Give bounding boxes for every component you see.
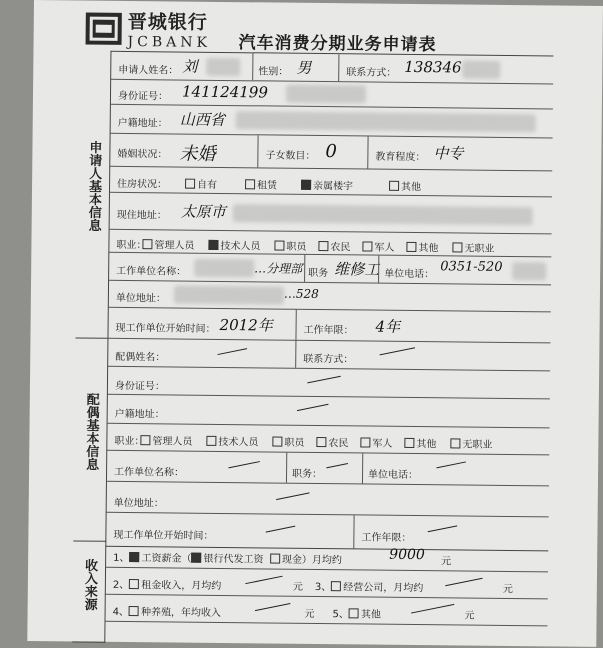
income-salary-line (113, 549, 342, 566)
blank-mark (380, 347, 415, 355)
checkbox-icon (206, 436, 216, 446)
housing-option-own[interactable] (185, 176, 217, 191)
bank-pay-label: 银行代发工资 (203, 553, 264, 566)
divider (252, 53, 253, 80)
row-hukou (110, 105, 553, 139)
blank-mark (255, 603, 290, 611)
business-label: 经营公司，月均约 (343, 582, 424, 595)
divider (304, 255, 305, 282)
blank-mark (245, 576, 282, 584)
housing-label: 住房状况： (117, 178, 168, 191)
spouse-work-addr-label: 单位地址： (113, 497, 164, 510)
spouse-job-option-staff[interactable] (272, 434, 304, 449)
checkbox-icon (245, 179, 255, 189)
id-value[interactable]: 141124199 (181, 82, 269, 102)
job-option-label: 职员 (284, 437, 305, 449)
bank-name-en: JCBANK (127, 33, 212, 51)
checkbox-icon (272, 437, 282, 447)
row-marital (109, 134, 552, 172)
other-label: 其他 (360, 609, 382, 621)
blank-mark (411, 604, 454, 614)
spouse-employer-label: 工作单位名称： (114, 466, 185, 479)
job-option-label: 技术人员 (220, 240, 261, 253)
row-spouse-work-addr (106, 482, 549, 518)
section-spouse (73, 337, 108, 541)
start-value[interactable]: 2012年 (219, 315, 273, 335)
checkbox-checked-icon[interactable] (191, 553, 201, 563)
checkbox-checked-icon (301, 180, 311, 190)
hukou-label: 户籍地址： (117, 117, 168, 130)
work-addr-value[interactable]: …528 (283, 286, 319, 301)
position-label: 职务 (308, 267, 329, 280)
checkbox-icon (185, 179, 195, 189)
salary-value[interactable]: 9000 (389, 546, 425, 564)
row-address (109, 193, 552, 235)
redaction (206, 58, 240, 76)
rent-label: 租金收入，月均约 (141, 580, 222, 592)
checkbox-icon (360, 437, 370, 447)
work-addr-label: 单位地址： (115, 292, 166, 305)
spouse-job-option-tech[interactable] (206, 433, 258, 449)
checkbox-icon (389, 181, 399, 191)
spouse-job-option-military[interactable] (360, 434, 392, 449)
years-label: 工作年限： (303, 324, 354, 337)
housing-option-rent[interactable] (245, 176, 277, 191)
line-number: 3、 (314, 581, 332, 594)
job-option-none[interactable] (452, 239, 494, 254)
name-label: 申请人姓名： (118, 64, 179, 77)
checkbox-icon (318, 241, 328, 251)
blank-mark (445, 578, 482, 586)
section-income-label (81, 559, 98, 616)
divider (286, 453, 287, 483)
spouse-start-label: 现工作单位开始时间： (113, 529, 214, 542)
checkbox-icon (406, 242, 416, 252)
id-label: 身份证号： (117, 90, 169, 103)
section-spouse-label (82, 393, 99, 476)
address-value[interactable]: 太原市 (180, 202, 226, 222)
redaction (194, 259, 254, 278)
divider (295, 310, 296, 340)
section-income-text: 收入来源 (81, 558, 98, 611)
bank-logo (85, 7, 211, 51)
spouse-years-label: 工作年限： (361, 532, 412, 544)
redaction (512, 262, 546, 280)
spouse-job-label: 职业： (114, 435, 145, 448)
job-option-label: 管理人员 (154, 240, 195, 252)
name-value[interactable]: 刘 (182, 57, 198, 76)
divider (257, 135, 258, 167)
line-number: 1、 (113, 552, 130, 565)
income-table (104, 541, 548, 627)
years-value[interactable]: 4年 (375, 317, 401, 336)
checkbox-icon (142, 239, 152, 249)
checkbox-icon[interactable] (331, 581, 341, 591)
bank-name-cn: 晋城银行 (127, 10, 208, 34)
housing-option-relative[interactable] (301, 177, 353, 193)
job-option-label: 农民 (328, 438, 349, 450)
salary-label: 工资薪金（ (141, 553, 192, 565)
job-option-label: 无职业 (464, 243, 495, 255)
checkbox-icon (316, 437, 326, 447)
phone-value[interactable]: 138346 (404, 57, 462, 77)
checkbox-icon[interactable] (129, 579, 139, 589)
row-income-farming (104, 595, 547, 627)
yuan-label: 元 (292, 581, 303, 593)
spouse-table (105, 338, 550, 552)
position-value[interactable]: 维修工 (334, 260, 380, 279)
income-farming-line (113, 603, 222, 619)
children-value[interactable]: 0 (325, 141, 337, 163)
blank-mark (266, 526, 296, 533)
form-title: 汽车消费分期业务申请表 (238, 33, 437, 56)
spouse-job-option-farmer[interactable] (316, 434, 348, 449)
job-option-label: 无职业 (462, 439, 493, 451)
job-option-label: 管理人员 (152, 436, 193, 448)
spouse-id-label: 身份证号： (114, 380, 166, 393)
section-income (72, 540, 106, 642)
checkbox-icon (404, 438, 414, 448)
checkbox-icon (140, 435, 150, 445)
work-phone-value[interactable]: 0351-520 (440, 259, 503, 275)
job-option-label: 其他 (416, 439, 437, 451)
spouse-position-label: 职务： (291, 468, 323, 481)
redaction (236, 111, 536, 132)
bank-logo-icon (86, 12, 122, 44)
checkbox-icon[interactable] (349, 608, 359, 618)
job-option-label: 技术人员 (218, 436, 259, 449)
edu-label: 教育程度： (375, 151, 426, 164)
children-label: 子女数目： (265, 150, 316, 162)
blank-mark (276, 492, 310, 500)
employer-value[interactable]: …分理部 (254, 261, 303, 276)
spouse-name-label: 配偶姓名： (115, 351, 166, 364)
checkbox-checked-icon (208, 240, 218, 250)
yuan-label: 元 (502, 583, 513, 596)
income-rent-line (113, 576, 222, 592)
blank-mark (228, 461, 260, 468)
redaction (174, 285, 284, 304)
job-option-label: 农民 (330, 242, 351, 254)
row-spouse-hukou (107, 395, 550, 429)
spouse-job-option-none[interactable] (450, 435, 492, 450)
job-option-other[interactable] (406, 239, 438, 254)
marital-label: 婚姻状况： (117, 148, 168, 161)
income-other-line (333, 605, 382, 621)
housing-option-label: 其他 (401, 181, 422, 194)
blank-mark (428, 525, 458, 532)
yuan-label: 元 (441, 556, 452, 568)
housing-option-label: 亲属楼宇 (313, 180, 354, 193)
line-number: 4、 (112, 606, 130, 619)
redaction (286, 85, 366, 104)
checkbox-icon (452, 242, 462, 252)
section-spouse-text: 配偶基本信息 (83, 392, 99, 471)
section-applicant (75, 50, 111, 338)
job-label: 职业： (116, 239, 147, 252)
start-label: 现工作单位开始时间： (115, 322, 216, 335)
housing-option-label: 自有 (197, 179, 218, 191)
job-option-farmer[interactable] (318, 238, 350, 253)
section-applicant-text: 申请人基本信息 (85, 140, 102, 232)
spouse-work-phone-label: 单位电话： (367, 469, 419, 482)
divider (378, 256, 379, 283)
checkbox-checked-icon[interactable] (129, 552, 139, 562)
blank-mark (436, 461, 466, 468)
job-option-tech[interactable] (208, 237, 260, 253)
spouse-phone-label: 联系方式： (303, 353, 354, 366)
job-option-staff[interactable] (274, 238, 306, 253)
cash-label: 现金）月均约 (281, 554, 342, 567)
edu-value[interactable]: 中专 (433, 144, 464, 163)
phone-label: 联系方式： (346, 67, 397, 79)
housing-option-label: 租赁 (257, 180, 278, 192)
checkbox-icon[interactable] (270, 554, 280, 564)
applicant-table (107, 51, 553, 344)
row-spouse-name (107, 338, 550, 372)
gender-label: 性别： (258, 66, 289, 78)
employer-label: 工作单位名称： (116, 265, 187, 278)
checkbox-icon (362, 241, 372, 251)
redaction (462, 60, 500, 78)
checkbox-icon[interactable] (129, 606, 139, 616)
row-name (110, 51, 553, 85)
blank-mark (297, 404, 329, 411)
section-applicant-label (85, 141, 102, 237)
divider (362, 453, 363, 483)
job-option-label: 军人 (374, 242, 395, 254)
application-form-page (27, 0, 603, 647)
job-option-label: 职员 (286, 241, 307, 253)
divider (367, 137, 368, 169)
checkbox-icon (274, 241, 284, 251)
line-number: 5、 (332, 609, 350, 621)
blank-mark (326, 463, 348, 468)
job-option-military[interactable] (362, 238, 394, 253)
job-option-label: 其他 (418, 243, 439, 255)
blank-mark (218, 348, 248, 355)
spouse-job-option-manager[interactable] (140, 432, 192, 448)
housing-option-other[interactable] (389, 178, 421, 193)
row-spouse-employer (106, 451, 549, 487)
spouse-job-option-other[interactable] (404, 435, 436, 450)
job-option-manager[interactable] (142, 236, 194, 252)
yuan-label: 元 (464, 610, 475, 622)
farming-label: 种养殖，年均收入 (140, 607, 222, 619)
address-label: 现住地址： (116, 209, 167, 222)
gender-value[interactable]: 男 (296, 58, 312, 77)
divider (295, 340, 296, 368)
yuan-label: 元 (304, 608, 315, 620)
work-phone-label: 单位电话： (384, 268, 435, 281)
income-business-line (315, 578, 424, 594)
redaction (233, 204, 533, 225)
spouse-hukou-label: 户籍地址： (114, 408, 165, 421)
divider (338, 54, 339, 81)
hukou-value[interactable]: 山西省 (179, 110, 225, 130)
job-option-label: 军人 (372, 438, 393, 450)
marital-value[interactable]: 未婚 (179, 143, 216, 165)
checkbox-icon (450, 438, 460, 448)
line-number: 2、 (112, 579, 130, 592)
blank-mark (307, 376, 341, 384)
